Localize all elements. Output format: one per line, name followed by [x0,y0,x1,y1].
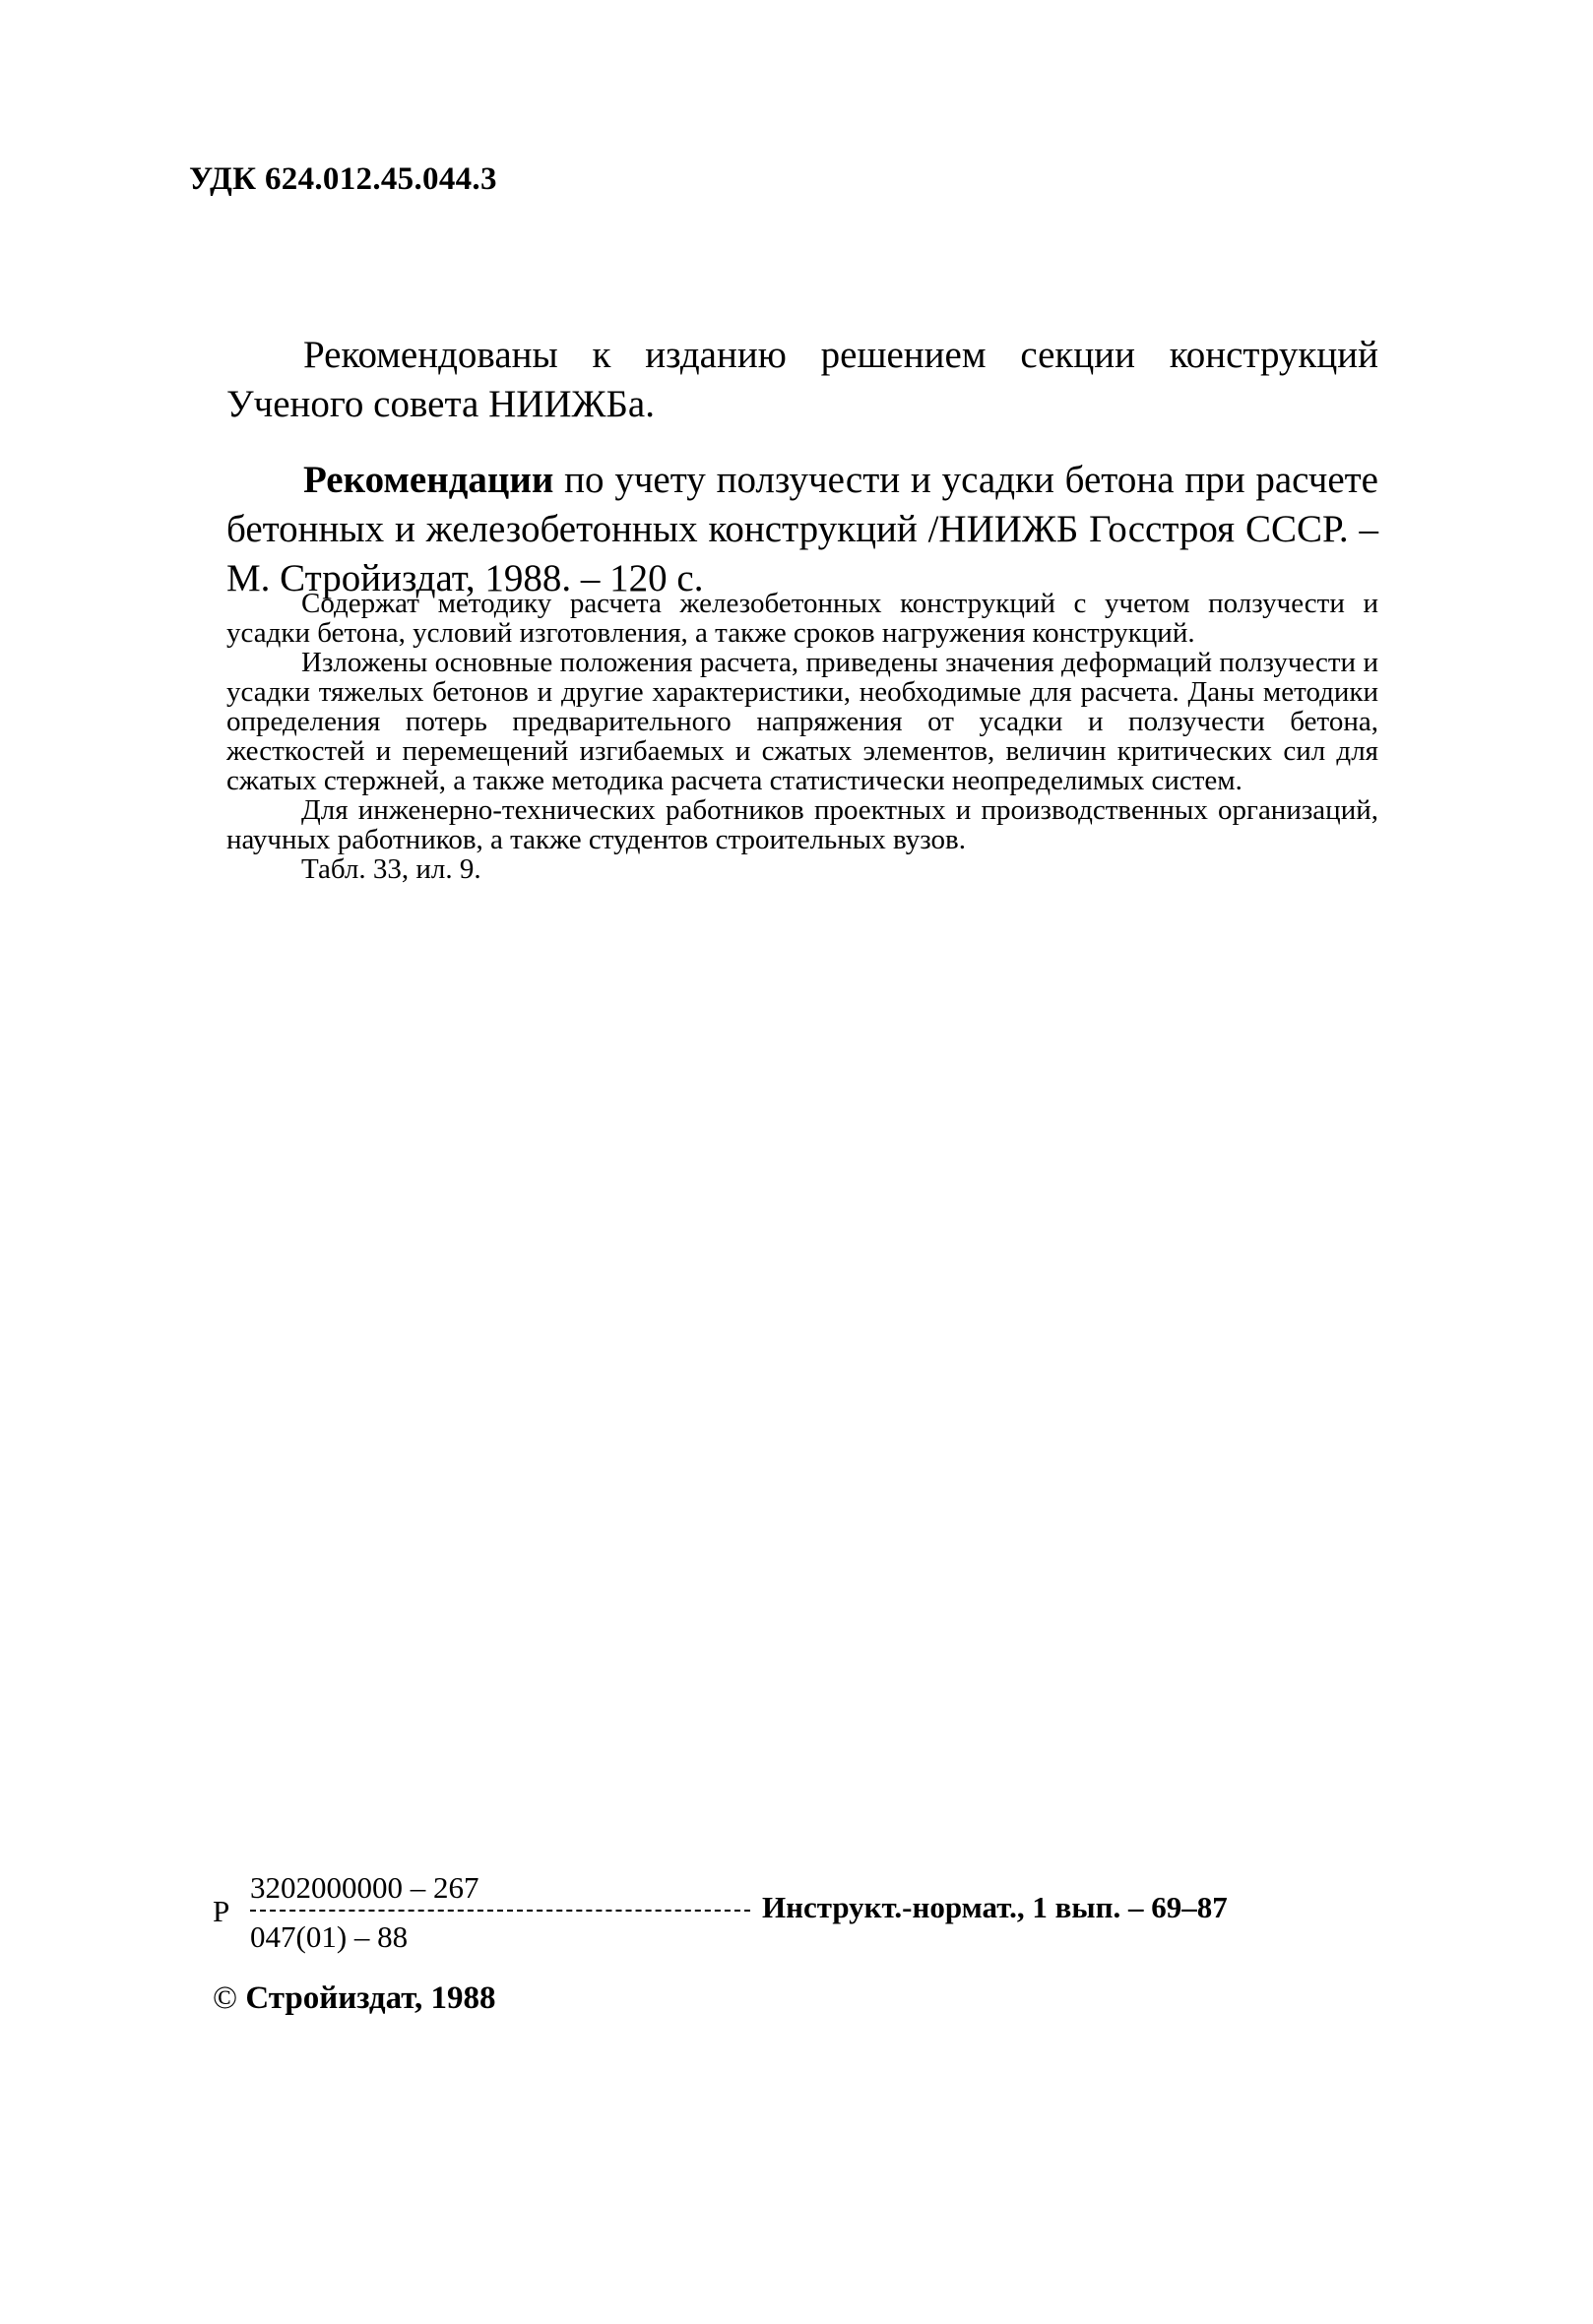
abstract-paragraph-2: Изложены основные положения расчета, приведены значения деформаций ползучести и усадки тяжелых бетонов и другие характеристики, необходимые для расчета. Даны методики определения потерь предварительного напряжения от усадки и ползучести бетона, жесткостей и перемещений изгибаемых и сжатых элементов, величин критических сил для сжатых стержней, а также методика расчета статистически неопределимых систем. [226,647,1378,796]
recommendation-note [226,331,1378,429]
index-numerator: 3202000000 – 267 [250,1870,479,1905]
copyright-text: Стройиздат, 1988 [237,1980,496,2016]
index-series: Инструкт.-нормат., 1 вып. – 69–87 [762,1890,1228,1924]
publication-index [213,1870,1228,1959]
bibliographic-title: Рекомендации [303,459,554,501]
abstract-paragraph-4: Табл. 33, ил. 9. [301,853,481,885]
index-fraction-line [250,1910,750,1912]
udk-code: УДК 624.012.45.044.3 [189,161,497,197]
abstract-paragraph-1: Содержат методику расчета железобетонных конструкций с учетом ползучести и усадки бетона, условий изготовления, а также сроков нагружения конструкций. [226,588,1378,649]
copyright-line [213,1980,495,2017]
abstract-paragraph-3: Для инженерно-технических работников проектных и производственных организаций, научных работников, а также студентов строительных вузов. [226,794,1378,855]
recommendation-line-1: Рекомендованы к изданию решением секции конструкций [303,334,1378,376]
bibliographic-description: по учету ползучести и усадки бетона при расчете бетонных и железобетонных конструкций /НИИЖБ Госстроя СССР. – М. Стройиздат, 1988. – 120 с. [226,459,1378,599]
recommendation-line-2: Ученого совета НИИЖБа. [226,383,655,425]
index-letter: Р [213,1894,230,1928]
bibliographic-record [226,456,1378,603]
copyright-mark: © [213,1980,238,2016]
abstract [226,589,1378,884]
index-denominator: 047(01) – 88 [250,1919,409,1954]
